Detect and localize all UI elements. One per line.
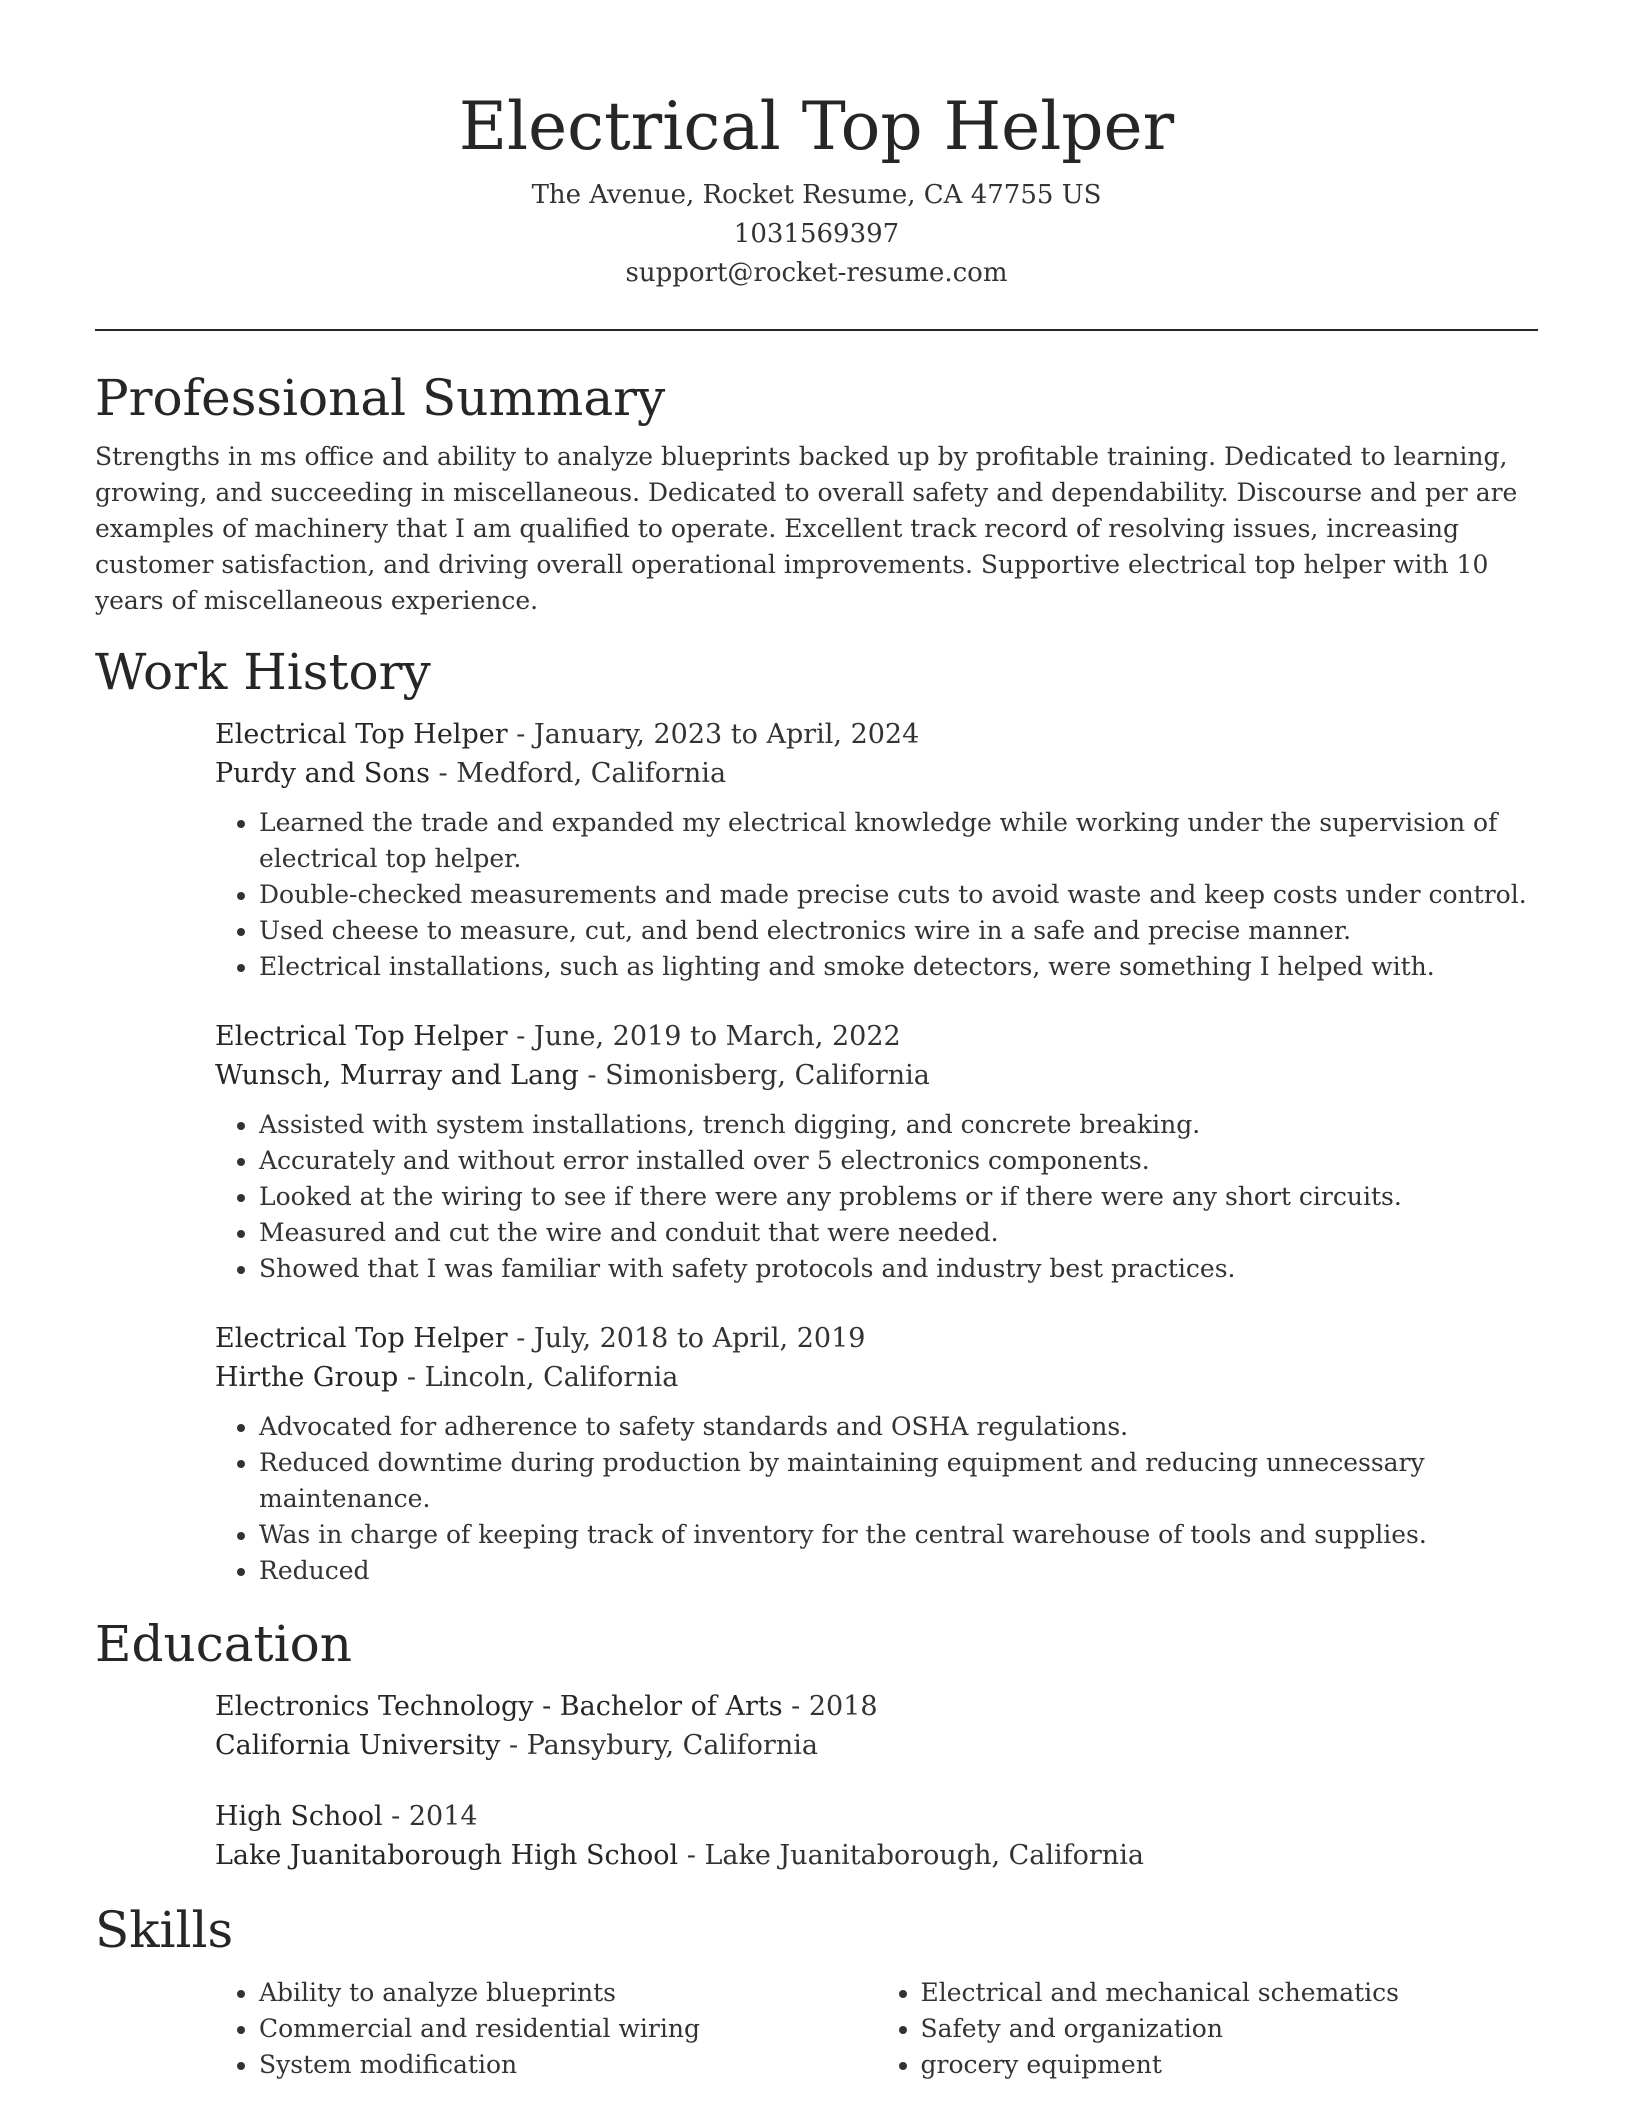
- job-location: - Medford, California: [429, 758, 727, 789]
- education-entry: [215, 1797, 1538, 1875]
- education-location: - Pansybury, California: [500, 1730, 818, 1761]
- job-title-line: [215, 1017, 1538, 1056]
- skills-section: [95, 1899, 1538, 2083]
- skills-column-left: [215, 1975, 877, 2083]
- education-heading: Education: [95, 1615, 352, 1673]
- list-item: • Learned the trade and expanded my electrical knowledge while working under the supervision of electrical top helper.: [259, 805, 1538, 877]
- education-year: - 2018: [782, 1691, 878, 1722]
- job-dates: - June, 2019 to March, 2022: [507, 1021, 901, 1052]
- list-item: • Was in charge of keeping track of inventory for the central warehouse of tools and supplies.: [259, 1517, 1538, 1553]
- skill-item: • Safety and organization: [921, 2011, 1539, 2047]
- list-item: • Measured and cut the wire and conduit that were needed.: [259, 1215, 1538, 1251]
- education-year: - 2014: [382, 1801, 478, 1832]
- job-title-line: [215, 1319, 1538, 1358]
- education-section: [95, 1613, 1538, 1875]
- job-role: Electrical Top Helper: [215, 1021, 508, 1052]
- work-history-section: [95, 641, 1538, 1589]
- list-item: • Looked at the wiring to see if there were any problems or if there were any short circuits.: [259, 1179, 1538, 1215]
- list-item: • Advocated for adherence to safety standards and OSHA regulations.: [259, 1409, 1538, 1445]
- job-location: - Lincoln, California: [398, 1362, 679, 1393]
- education-degree-line: [215, 1687, 1538, 1726]
- job-role: Electrical Top Helper: [215, 719, 508, 750]
- education-school: California University: [215, 1730, 501, 1761]
- job-entry: [215, 715, 1538, 985]
- skills-column-right: [877, 1975, 1539, 2083]
- list-item: • Showed that I was familiar with safety protocols and industry best practices.: [259, 1251, 1538, 1287]
- education-school: Lake Juanitaborough High School: [215, 1840, 679, 1871]
- education-school-line: [215, 1836, 1538, 1875]
- education-school-line: [215, 1726, 1538, 1765]
- education-degree: Electronics Technology - Bachelor of Arts: [215, 1691, 783, 1722]
- education-entry: [215, 1687, 1538, 1765]
- job-title-line: [215, 715, 1538, 754]
- job-company: Wunsch, Murray and Lang: [215, 1060, 579, 1091]
- job-entry: [215, 1017, 1538, 1287]
- job-company-line: [215, 754, 1538, 793]
- list-item: • Double-checked measurements and made precise cuts to avoid waste and keep costs under control.: [259, 877, 1538, 913]
- skills-heading: Skills: [95, 1901, 234, 1959]
- skill-item: • Commercial and residential wiring: [259, 2011, 877, 2047]
- job-bullets: [215, 1409, 1538, 1589]
- job-role: Electrical Top Helper: [215, 1323, 508, 1354]
- skill-item: • grocery equipment: [921, 2047, 1539, 2083]
- education-degree-line: [215, 1797, 1538, 1836]
- list-item: • Accurately and without error installed over 5 electronics components.: [259, 1143, 1538, 1179]
- summary-text: Strengths in ms office and ability to analyze blueprints backed up by profitable training. Dedicated to learning, growing, and succeeding in miscellaneous. Dedicated to overall safety and dependability. Discourse and per are examples of machinery that I am qualified to operate. Excellent track record of resolving issues, increasing customer satisfaction, and driving overall operational improvements. Supportive electrical top helper with 10 years of miscellaneous experience.: [95, 442, 1518, 615]
- contact-address: The Avenue, Rocket Resume, CA 47755 US: [531, 180, 1102, 210]
- contact-email: support@rocket-resume.com: [625, 258, 1008, 288]
- resume-name: Electrical Top Helper: [458, 88, 1175, 165]
- skill-item: • System modification: [259, 2047, 877, 2083]
- job-entry: [215, 1319, 1538, 1589]
- job-company: Hirthe Group: [215, 1362, 399, 1393]
- job-bullets: [215, 805, 1538, 985]
- job-company-line: [215, 1056, 1538, 1095]
- header-divider: [95, 329, 1538, 331]
- job-company: Purdy and Sons: [215, 758, 430, 789]
- summary-heading: Professional Summary: [95, 369, 666, 427]
- education-location: - Lake Juanitaborough, California: [678, 1840, 1144, 1871]
- contact-block: [95, 176, 1538, 293]
- job-dates: - July, 2018 to April, 2019: [507, 1323, 866, 1354]
- list-item: • Electrical installations, such as lighting and smoke detectors, were something I helped with.: [259, 949, 1538, 985]
- education-degree: High School: [215, 1801, 383, 1832]
- job-location: - Simonisberg, California: [578, 1060, 930, 1091]
- list-item: • Reduced downtime during production by maintaining equipment and reducing unnecessary maintenance.: [259, 1445, 1538, 1517]
- job-dates: - January, 2023 to April, 2024: [507, 719, 920, 750]
- list-item: • Assisted with system installations, trench digging, and concrete breaking.: [259, 1107, 1538, 1143]
- list-item: • Reduced: [259, 1553, 1538, 1589]
- job-bullets: [215, 1107, 1538, 1287]
- contact-phone: 1031569397: [733, 219, 900, 249]
- summary-section: [95, 367, 1538, 619]
- work-history-heading: Work History: [95, 643, 431, 701]
- resume-page: [95, 0, 1538, 2083]
- skills-grid: [215, 1961, 1538, 2083]
- skill-item: • Ability to analyze blueprints: [259, 1975, 877, 2011]
- job-company-line: [215, 1358, 1538, 1397]
- list-item: • Used cheese to measure, cut, and bend electronics wire in a safe and precise manner.: [259, 913, 1538, 949]
- skill-item: • Electrical and mechanical schematics: [921, 1975, 1539, 2011]
